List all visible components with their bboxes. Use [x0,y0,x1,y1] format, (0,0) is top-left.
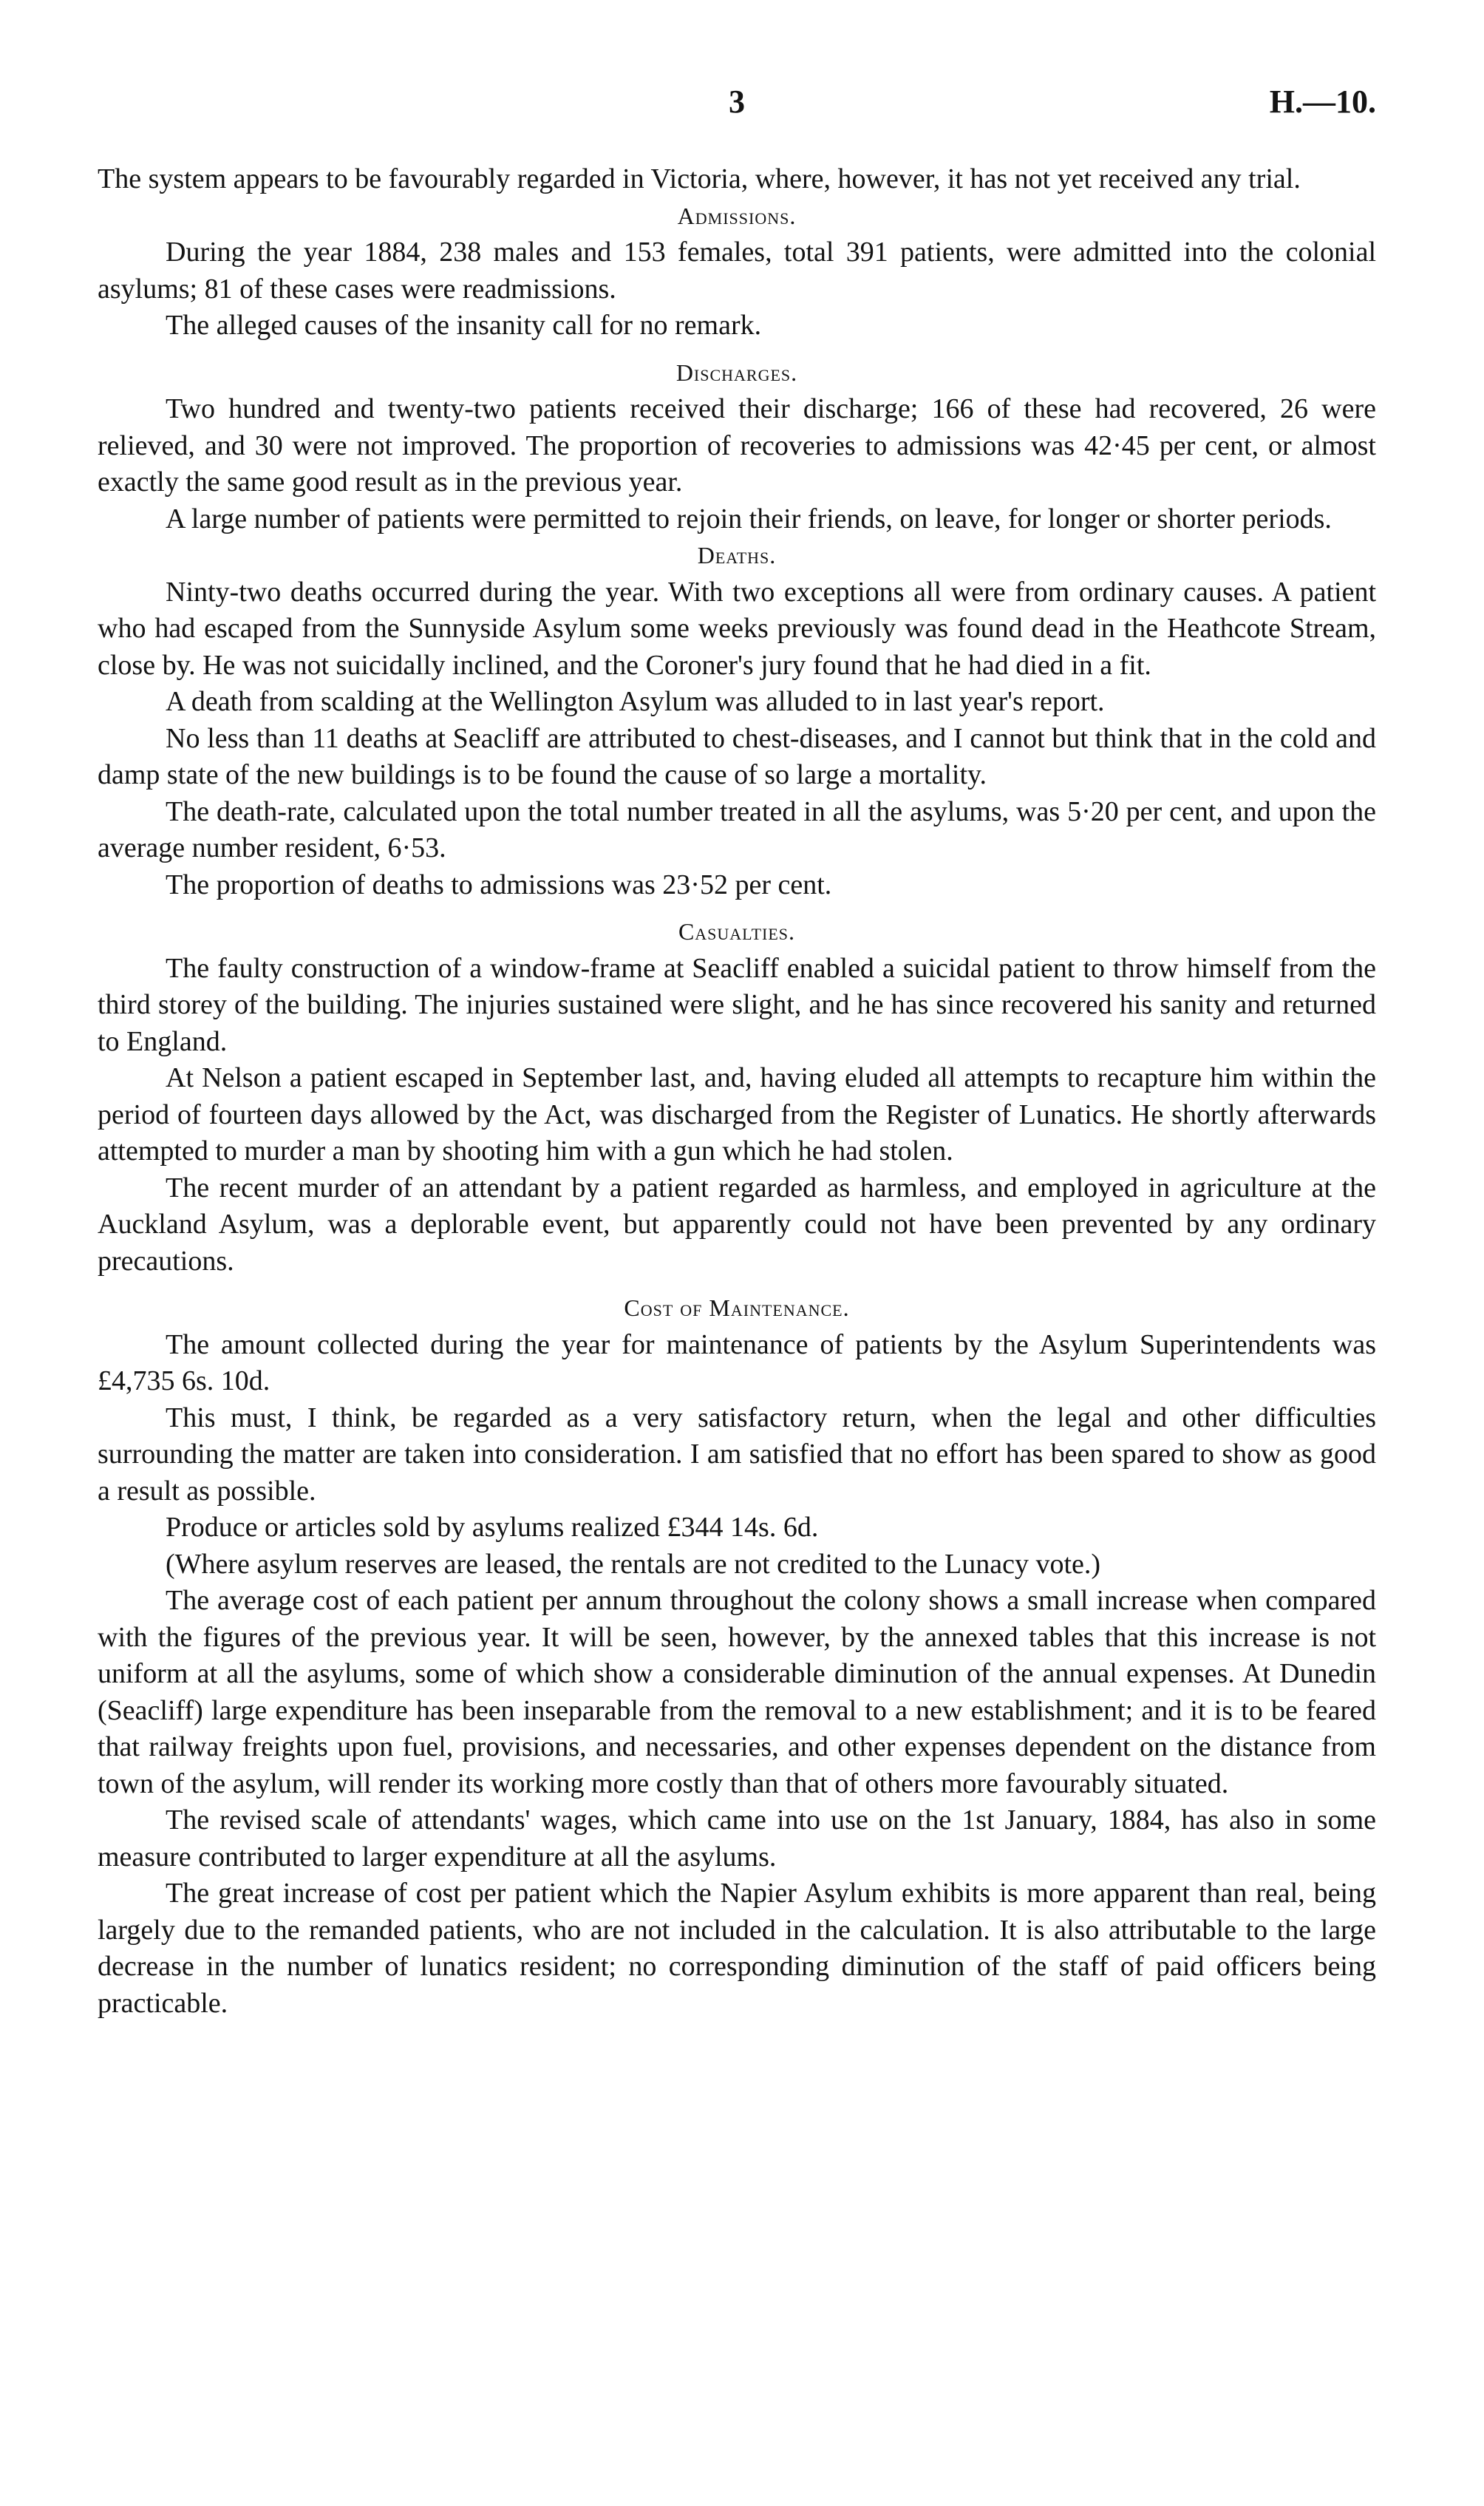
paragraph: Ninty-two deaths occurred during the year. With two exceptions all were from ordinary causes. A patient who had escaped from the Sunnyside Asylum some weeks previously was found dead in the Heathcote Stream, close by. He was not suicidally inclined, and the Coroner's jury found that he had died in a fit. [98,576,1376,681]
paragraph: The alleged causes of the insanity call for no remark. [166,310,762,341]
paragraph: At Nelson a patient escaped in September last, and, having eluded all attempts to recapture him within the period of fourteen days allowed by the Act, was discharged from the Register of Lunatics. He shortly afterwards attempted to murder a man by shooting him with a gun which he had stolen. [98,1062,1376,1167]
paragraph: This must, I think, be regarded as a very satisfactory return, when the legal and other difficulties surrounding the matter are taken into consideration. I am satisfied that no effort has been spared to show as good a result as possible. [98,1402,1376,1507]
paragraph: The death-rate, calculated upon the total number treated in all the asylums, was 5·20 per cent, and upon the average number resident, 6·53. [98,795,1376,863]
page-number: 3 [729,84,745,120]
paragraph: The proportion of deaths to admissions was 23·52 per cent. [166,869,832,900]
paragraph: (Where asylum reserves are leased, the rentals are not credited to the Lunacy vote.) [166,1548,1101,1580]
paragraph: A large number of patients were permitted to rejoin their friends, on leave, for longer or shorter periods. [166,503,1332,534]
paragraph: The faulty construction of a window-frame at Seacliff enabled a suicidal patient to throw himself from the third storey of the building. The injuries sustained were slight, and he has since recovered his sanity and returned to England. [98,952,1376,1057]
section-heading-casualties: Casualties. [678,918,796,945]
document-body [98,161,1376,2022]
section-heading-discharges: Discharges. [675,359,798,386]
document-reference: H.—10. [1269,84,1376,120]
paragraph: A death from scalding at the Wellington Asylum was alluded to in last year's report. [166,686,1105,717]
paragraph: The great increase of cost per patient which the Napier Asylum exhibits is more apparent than real, being largely due to the remanded patients, who are not included in the calculation. It is also attributable to the large decrease in the number of lunatics resident; no corresponding diminution of the staff of paid officers being practicable. [98,1878,1376,2019]
paragraph: Two hundred and twenty-two patients received their discharge; 166 of these had recovered, 26 were relieved, and 30 were not improved. The proportion of recoveries to admissions was 42·45 per cent, or almost exactly the same good result as in the previous year. [98,393,1376,498]
section-heading-deaths: Deaths. [697,542,777,568]
paragraph: The amount collected during the year for maintenance of patients by the Asylum Superintendents was £4,735 6s. 10d. [98,1328,1376,1396]
paragraph: The average cost of each patient per annum throughout the colony shows a small increase when compared with the figures of the previous year. It will be seen, however, by the annexed tables that this increase is not uniform at all the asylums, some of which show a considerable diminution of the annual expenses. At Dunedin (Seacliff) large expenditure has been inseparable from the removal to a new establishment; and it is to be feared that railway freights upon fuel, provisions, and necessaries, and other expenses dependent on the distance from town of the asylum, will render its working more costly than that of others more favourably situated. [98,1585,1376,1799]
section-heading-admissions: Admissions. [677,202,797,229]
page-header [98,83,1376,127]
section-heading-cost-of-maintenance: Cost of Maintenance. [624,1294,850,1321]
paragraph: The recent murder of an attendant by a patient regarded as harmless, and employed in agriculture at the Auckland Asylum, was a deplorable event, but apparently could not have been prevented by any ordinary precautions. [98,1172,1376,1277]
intro-paragraph: The system appears to be favourably regarded in Victoria, where, however, it has not yet received any trial. [98,163,1301,194]
paragraph: Produce or articles sold by asylums realized £344 14s. 6d. [166,1512,819,1543]
paragraph: During the year 1884, 238 males and 153 females, total 391 patients, were admitted into the colonial asylums; 81 of these cases were readmissions. [98,237,1376,305]
paragraph: The revised scale of attendants' wages, which came into use on the 1st January, 1884, has also in some measure contributed to larger expenditure at all the asylums. [98,1804,1376,1872]
paragraph: No less than 11 deaths at Seacliff are attributed to chest-diseases, and I cannot but think that in the cold and damp state of the new buildings is to be found the cause of so large a mortality. [98,722,1376,790]
